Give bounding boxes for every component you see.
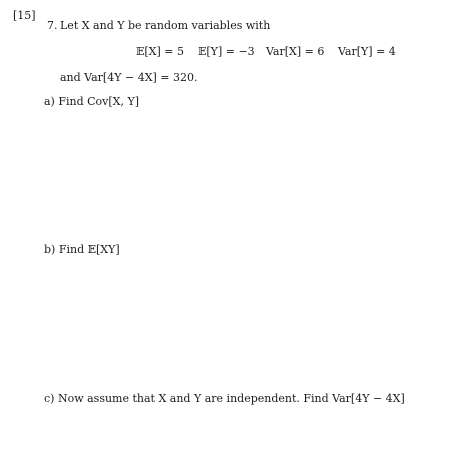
part-b-label: b) bbox=[44, 243, 56, 256]
part-b-text: Find 𝔼[XY] bbox=[58, 243, 120, 256]
part-c-text: Now assume that X and Y are independent. Find Var[4Y − 4X] bbox=[57, 392, 405, 405]
variance-y: Var[Y] = 4 bbox=[338, 45, 396, 58]
expectation-y: 𝔼[Y] = −3 bbox=[198, 45, 255, 58]
given-values bbox=[0, 45, 474, 59]
part-a-label: a) bbox=[44, 95, 55, 108]
question-intro: Let X and Y be random variables with bbox=[60, 19, 271, 32]
question-number: 7. bbox=[47, 19, 58, 32]
marks-label: [15] bbox=[13, 9, 36, 22]
condition-text: and Var[4Y − 4X] = 320. bbox=[60, 71, 198, 84]
part-c bbox=[44, 392, 405, 405]
part-c-label: c) bbox=[44, 392, 55, 405]
part-b bbox=[44, 243, 120, 256]
expectation-x: 𝔼[X] = 5 bbox=[136, 45, 185, 58]
variance-x: Var[X] = 6 bbox=[266, 45, 325, 58]
part-a-text: Find Cov[X, Y] bbox=[58, 95, 140, 108]
part-a bbox=[44, 95, 139, 108]
